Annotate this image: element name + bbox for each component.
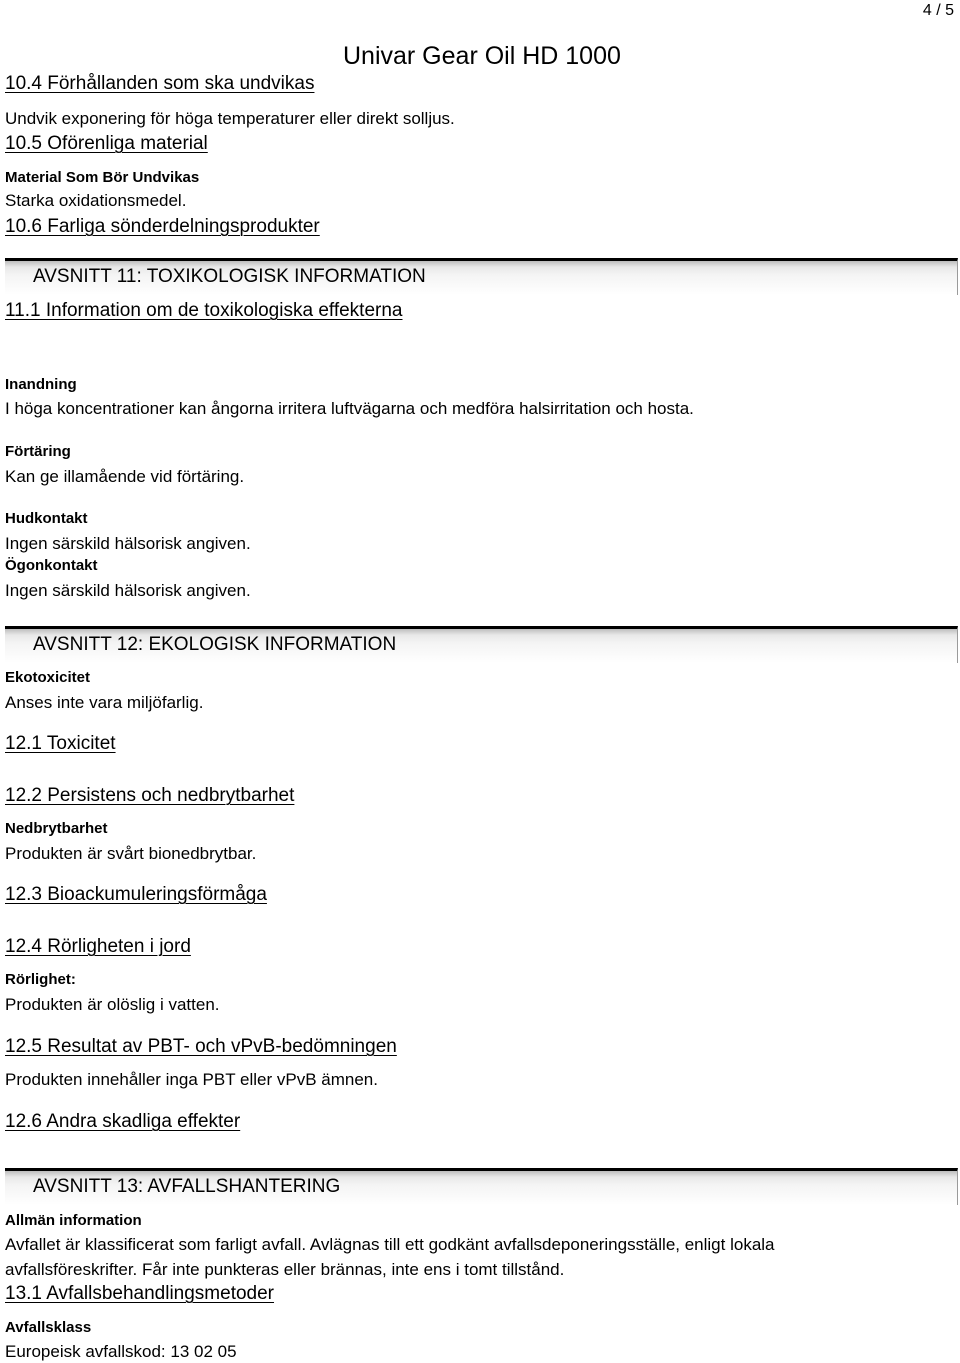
heading-12-2: 12.2 Persistens och nedbrytbarhet	[5, 785, 295, 806]
heading-12-4: 12.4 Rörligheten i jord	[5, 936, 191, 957]
text-skin-contact: Ingen särskild hälsorisk angiven.	[5, 534, 251, 553]
section-band-13	[5, 1168, 958, 1205]
text-inhalation: I höga koncentrationer kan ångorna irritera luftvägarna och medföra halsirritation och hosta.	[5, 399, 694, 418]
label-ecotoxicity: Ekotoxicitet	[5, 669, 91, 686]
label-mobility: Rörlighet:	[5, 971, 76, 988]
label-general-info: Allmän information	[5, 1212, 142, 1229]
section-band-11-title: AVSNITT 11: TOXIKOLOGISK INFORMATION	[33, 266, 426, 287]
heading-10-4: 10.4 Förhållanden som ska undvikas	[5, 73, 315, 94]
section-band-12-title: AVSNITT 12: EKOLOGISK INFORMATION	[33, 634, 397, 655]
text-waste-class: Europeisk avfallskod: 13 02 05	[5, 1342, 237, 1361]
label-ingestion: Förtäring	[5, 443, 71, 460]
section-band-13-title: AVSNITT 13: AVFALLSHANTERING	[33, 1176, 341, 1197]
label-inhalation: Inandning	[5, 376, 77, 393]
text-degradability: Produkten är svårt bionedbrytbar.	[5, 844, 257, 863]
label-eye-contact: Ögonkontakt	[5, 557, 98, 574]
text-general-info-line-1: Avfallet är klassificerat som farligt avfall. Avlägnas till ett godkänt avfallsdeponeringsställe, enligt lokala	[5, 1235, 775, 1254]
text-general-info-line-2: avfallsföreskrifter. Får inte punkteras eller brännas, inte ens i tomt tillstånd.	[5, 1260, 565, 1279]
section-band-11	[5, 258, 958, 295]
heading-13-1: 13.1 Avfallsbehandlingsmetoder	[5, 1283, 275, 1304]
page-number: 4 / 5	[922, 2, 954, 19]
text-10-5: Starka oxidationsmedel.	[5, 191, 187, 210]
heading-12-6: 12.6 Andra skadliga effekter	[5, 1111, 241, 1132]
text-eye-contact: Ingen särskild hälsorisk angiven.	[5, 581, 251, 600]
label-waste-class: Avfallsklass	[5, 1319, 92, 1336]
label-degradability: Nedbrytbarhet	[5, 820, 108, 837]
heading-12-1: 12.1 Toxicitet	[5, 733, 116, 754]
text-ecotoxicity: Anses inte vara miljöfarlig.	[5, 693, 204, 712]
heading-12-5: 12.5 Resultat av PBT- och vPvB-bedömningen	[5, 1036, 397, 1057]
heading-10-6: 10.6 Farliga sönderdelningsprodukter	[5, 216, 320, 237]
text-10-4: Undvik exponering för höga temperaturer eller direkt solljus.	[5, 109, 455, 128]
label-material-to-avoid: Material Som Bör Undvikas	[5, 169, 200, 186]
heading-10-5: 10.5 Oförenliga material	[5, 133, 208, 154]
heading-11-1: 11.1 Information om de toxikologiska effekterna	[5, 300, 403, 321]
section-band-12	[5, 626, 958, 663]
text-mobility: Produkten är olöslig i vatten.	[5, 995, 220, 1014]
text-12-5: Produkten innehåller inga PBT eller vPvB ämnen.	[5, 1070, 378, 1089]
text-ingestion: Kan ge illamående vid förtäring.	[5, 467, 245, 486]
label-skin-contact: Hudkontakt	[5, 510, 88, 527]
document-title: Univar Gear Oil HD 1000	[343, 42, 621, 70]
heading-12-3: 12.3 Bioackumuleringsförmåga	[5, 884, 267, 905]
